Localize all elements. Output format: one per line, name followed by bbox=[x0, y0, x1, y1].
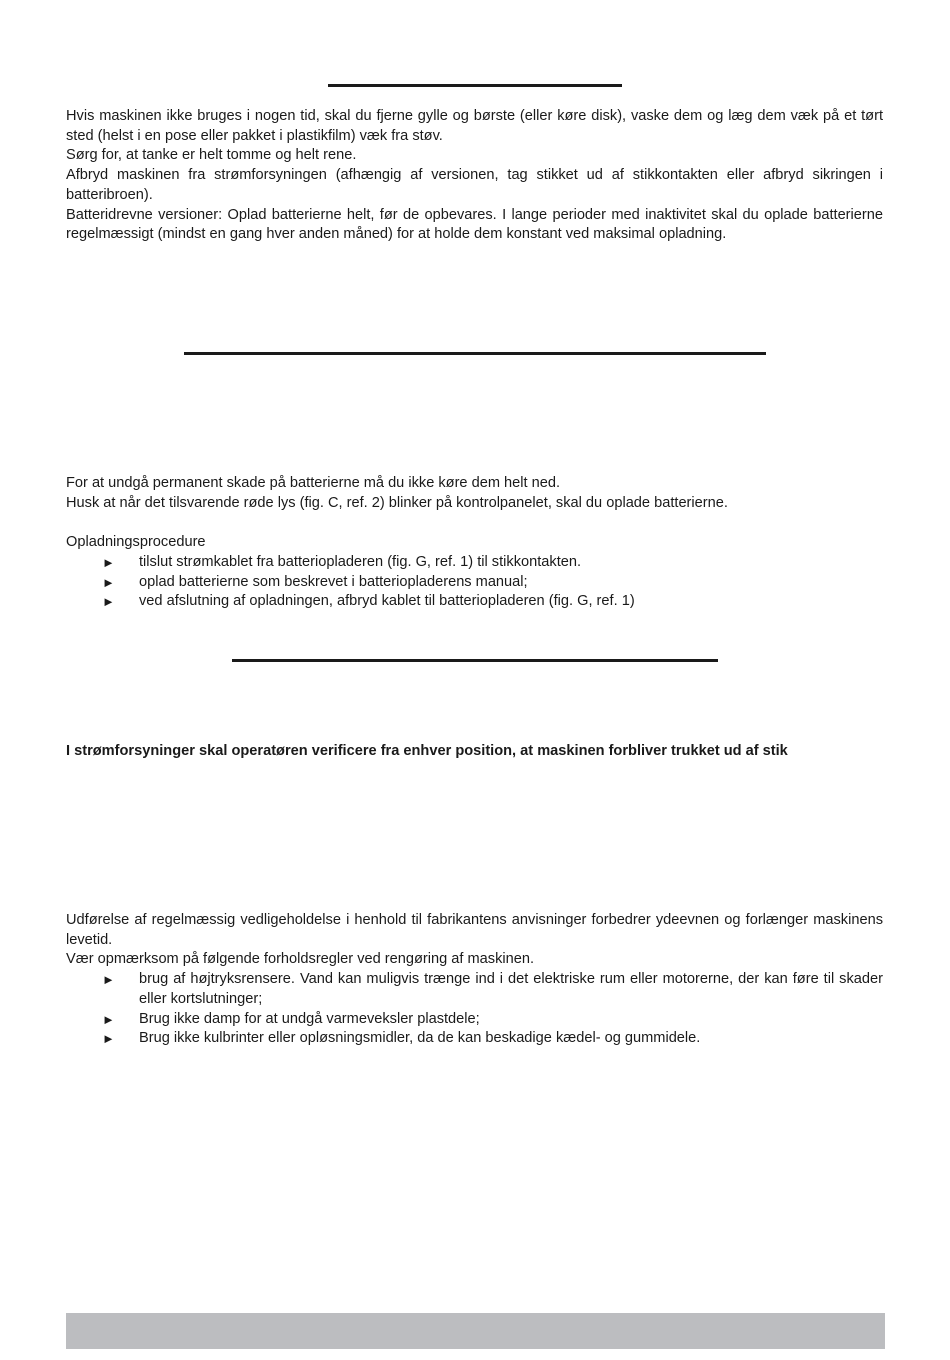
cleaning-precautions-list bbox=[66, 970, 883, 1049]
list-item: ► oplad batterierne som beskrevet i batteriopladerens manual; bbox=[66, 573, 883, 593]
section-divider-2 bbox=[184, 352, 766, 355]
list-item: ► Brug ikke damp for at undgå varmeveksler plastdele; bbox=[66, 1010, 883, 1030]
section-divider-3 bbox=[232, 659, 718, 662]
arrow-bullet-icon: ► bbox=[102, 554, 115, 570]
list-item: ► ved afslutning af opladningen, afbryd kablet til batteriopladeren (fig. G, ref. 1) bbox=[66, 592, 883, 612]
warning-text: I strømforsyninger skal operatøren verificere fra enhver position, at maskinen forbliver trukket ud af stik bbox=[66, 743, 788, 759]
paragraph: Husk at når det tilsvarende røde lys (fig. C, ref. 2) blinker på kontrolpanelet, skal du oplade batterierne. bbox=[66, 494, 728, 511]
charging-steps-list bbox=[66, 553, 883, 612]
paragraph: Udførelse af regelmæssig vedligeholdelse i henhold til fabrikantens anvisninger forbedrer ydeevnen og forlænger maskinens levetid. bbox=[66, 912, 883, 948]
footer-bar bbox=[66, 1313, 885, 1349]
procedure-title: Opladningsprocedure bbox=[66, 534, 206, 551]
list-item: ► tilslut strømkablet fra batteriopladeren (fig. G, ref. 1) til stikkontakten. bbox=[66, 553, 883, 573]
battery-section-text bbox=[66, 474, 883, 612]
paragraph: Batteridrevne versioner: Oplad batterierne helt, før de opbevares. I lange perioder med inaktivitet skal du oplade batterierne regelmæssigt (mindst en gang hver anden måned) for at holde dem konstant ved maksimal opladning. bbox=[66, 206, 883, 243]
list-item: ► Brug ikke kulbrinter eller opløsningsmidler, da de kan beskadige kædel- og gummidele. bbox=[66, 1029, 883, 1049]
paragraph: For at undgå permanent skade på batterierne må du ikke køre dem helt ned. bbox=[66, 475, 561, 491]
arrow-bullet-icon: ► bbox=[102, 1011, 115, 1027]
paragraph: Afbryd maskinen fra strømforsyningen (afhængig af versionen, tag stikket ud af stikkontakten eller afbryd sikringen i batteribroen). bbox=[66, 167, 883, 203]
arrow-bullet-icon: ► bbox=[102, 1031, 115, 1047]
paragraph: Vær opmærksom på følgende forholdsregler ved rengøring af maskinen. bbox=[66, 951, 535, 968]
arrow-bullet-icon: ► bbox=[102, 594, 115, 610]
storage-section-text bbox=[66, 107, 883, 245]
safety-warning bbox=[66, 742, 883, 762]
arrow-bullet-icon: ► bbox=[102, 574, 115, 590]
arrow-bullet-icon: ► bbox=[102, 972, 115, 988]
spacer bbox=[66, 513, 883, 533]
section-divider-1 bbox=[328, 84, 622, 87]
list-item: ► brug af højtryksrensere. Vand kan muligvis trænge ind i det elektriske rum eller motorerne, der kan føre til skader eller kortslutninger; bbox=[102, 971, 883, 1007]
paragraph: Hvis maskinen ikke bruges i nogen tid, skal du fjerne gylle og børste (eller køre disk), vaske dem og læg dem væk på et tørt sted (helst i en pose eller pakket i plastikfilm) væk fra støv. bbox=[66, 108, 883, 144]
maintenance-section-text bbox=[66, 911, 883, 1049]
paragraph: Sørg for, at tanke er helt tomme og helt rene. bbox=[66, 147, 357, 164]
